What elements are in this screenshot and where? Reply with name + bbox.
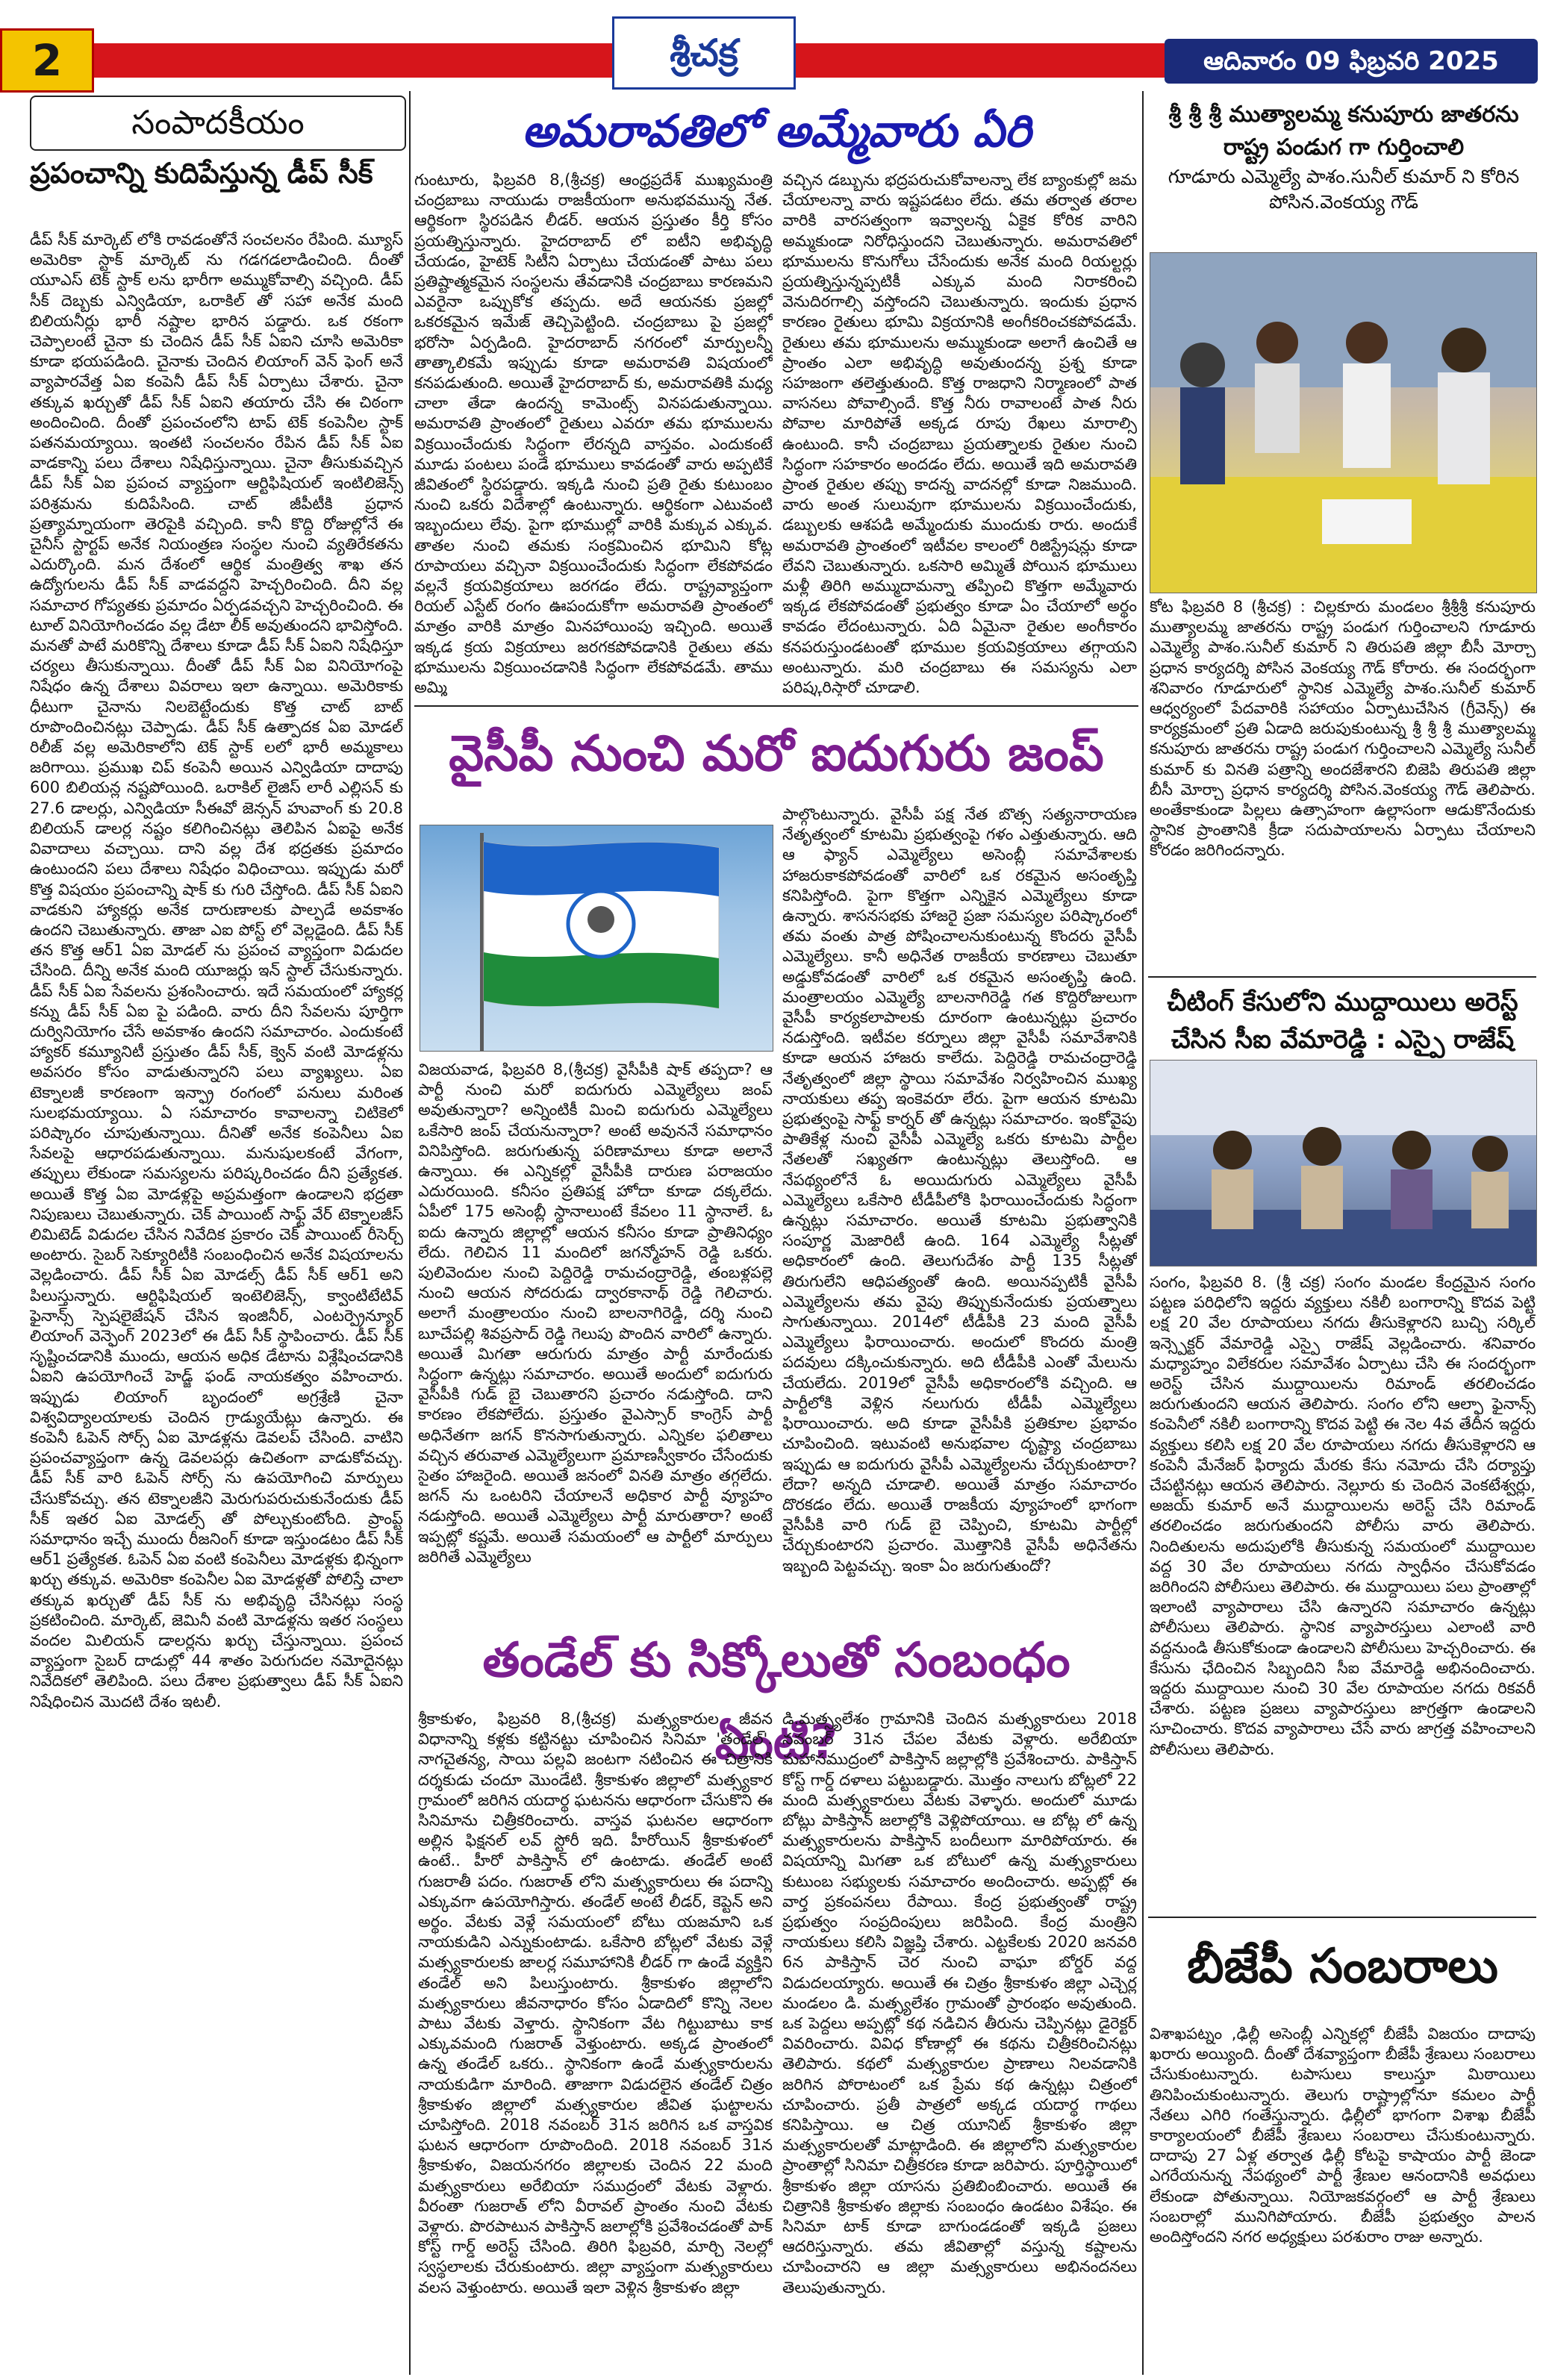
section-divider [414,705,1138,707]
section-divider [1148,976,1536,978]
ysrcp-body-left: విజయవాడ, ఫిబ్రవరి 8,(శ్రీచక్ర) వైసీపీకి షాక్ తప్పదా? ఆ పార్టీ నుంచి మరో ఐదుగురు ఎమ్మెల్యేలు జంప్ అవుతున్నారా? అన్నింటికీ మించి ఐదుగురు ఎమ్మెల్యేలు ఒకేసారి జంప్ చేయనున్నారా? అంటే అవుననే సమాధానం వినిపిస్తోంది. జరుగుతున్న పరిణామాలు కూడా అలానే ఉన్నాయి. ఈ ఎన్నికల్లో వైసీపీకి దారుణ పరాజయం ఎదురయింది. కనీసం ప్రతిపక్ష హోదా కూడా దక్కలేదు. ఏపీలో 175 అసెంబ్లీ స్థానాలుంటే కేవలం 11 స్థానాలే. ఓ ఐదు ఉన్నారు జిల్లాల్లో ఆయన కనీసం కూడా ప్రాతినిధ్యం లేదు. గెలిచిన 11 మందిలో జగన్మోహన్ రెడ్డి ఒకరు. పులివెందుల నుంచి పెద్దిరెడ్డి రామచంద్రారెడ్డి, తంబళ్లపల్లె నుంచి ఆయన సోదరుడు ద్వారకానాథ్ రెడ్డి గెలిచారు. అలాగే మంత్రాలయం నుంచి బాలనాగిరెడ్డి, దర్శి నుంచి బూచేపల్లి శివప్రసాద్ రెడ్డి గెలుపు పొందిన వారిలో ఉన్నారు. అయితే మిగతా ఆరుగురు మాత్రం పార్టీ మారేందుకు సిద్ధంగా ఉన్నట్లు సమాచారం. అయితే అందులో ఐదుగురు వైసీపీకి గుడ్ బై చెబుతారని ప్రచారం నడుస్తోంది. దాని కారణం లేకపోలేదు. ప్రస్తుతం వైఎస్సార్ కాంగ్రెస్ పార్టీ అధినేతగా జగన్ కొనసాగుతున్నారు. ఎన్నికల ఫలితాలు వచ్చిన తరువాత ఎమ్మెల్యేలుగా ప్రమాణస్వీకారం చేసేందుకు సైతం హాజరైంది. అయితే జనంలో వినతి మాత్రం తగ్గలేదు. జగన్ ను ఒంటరిని చేయాలనే అధికార పార్టీ వ్యూహం నడుస్తోంది. అయితే ఎమ్మెల్యేలు పార్టీ మారుతారా? అంటే ఇప్పట్లో కష్టమే. అయితే సమయంలో ఆ పార్టీలో మార్పులు జరిగితే ఎమ్మెల్యేలు [418,1061,773,1566]
editorial-headline: ప్రపంచాన్ని కుదిపేస్తున్న డీప్ సీక్ [30,157,373,190]
kanupuru-subhead: గూడూరు ఎమ్మెల్యే పాశం.సునీల్ కుమార్ ని కోరిన పోసిన.వెంకయ్య గౌడ్ [1168,166,1520,213]
meeting-illustration [1150,253,1536,593]
tandel-body-right: డి.మత్స్యలేశం గ్రామానికి చెందిన మత్స్యకారులు 2018 నవంబర్ 31న చేపల వేటకు వెళ్లారు. అరేబియా మహాసముద్రంలో పాకిస్తాన్ జల్లాల్లోకి ప్రవేశించారు. పాకిస్తాన్ కోస్ట్ గార్డ్ దళాలు పట్టుబడ్డారు. మొత్తం నాలుగు బోట్లలో 22 మంది మత్స్యకారులు వేటకు వెళ్ళారు. అందులో మూడు బోట్లు పాకిస్తాన్ జలాల్లోకి వెళ్లిపోయాయి. ఆ బోట్ల లో ఉన్న మత్స్యకారులను పాకిస్తాన్ బందీలుగా మారిపోయారు. ఈ విషయాన్ని మిగతా ఒక బోటులో ఉన్న మత్స్యకారులు కుటుంబ సభ్యులకు సమాచారం అందించారు. అప్పట్లో ఈ వార్త ప్రకంపనలు రేపాయి. కేంద్ర ప్రభుత్వంతో రాష్ట్ర ప్రభుత్వం సంప్రదింపులు జరిపింది. కేంద్ర మంత్రిని నాయకులు కలిసి విజ్ఞప్తి చేశారు. ఎట్టకేలకు 2020 జనవరి 6న పాకిస్తాన్ చెర నుంచి వాఘా బోర్డర్ వద్ద విడుదలయ్యారు. అయితే ఈ చిత్రం శ్రీకాకుళం జిల్లా ఎచ్చెర్ల మండలం డి. మత్స్యలేశం గ్రామంతో ప్రారంభం అవుతుంది. ఒక పెద్దలు అప్పట్లో కథ నడిచిన తీరును చెప్పినట్లు డైరెక్టర్ వివరించారు. వివిధ కోణాల్లో ఈ కథను చిత్రీకరించినట్లు తెలిపారు. కథలో మత్స్యకారుల ప్రాణాలు నిలవడానికి జరిగిన పోరాటంలో ఒక ప్రేమ కథ ఉన్నట్లు చిత్రంలో చూపించారు. ప్రతీ పాత్రలో అక్కడ యదార్థ గాథలు కనిపిస్తాయి. ఆ చిత్ర యూనిట్ శ్రీకాకుళం జిల్లా మత్స్యకారులతో మాట్లాడింది. ఈ జిల్లాలోని మత్స్యకారుల ప్రాంతాల్లో సినిమా చిత్రీకరణ కూడా జరిపారు. పూర్తిస్థాయిలో శ్రీకాకుళం జిల్లా యాసను ప్రతిబింబించారు. అయితే ఈ చిత్రానికి శ్రీకాకుళం జిల్లాకు సంబంధం ఉండటం విశేషం. ఈ సినిమా టాక్ కూడా బాగుండడంతో ఇక్కడి ప్రజలు ఆదరిస్తున్నారు. తమ జీవితాల్లో వస్తున్న కష్టాలను చూపించారని ఆ జిల్లా మత్స్యకారులు అభినందనలు తెలుపుతున్నారు. [782,1710,1137,2296]
tandel-body-left: శ్రీకాకుళం, ఫిబ్రవరి 8,(శ్రీచక్ర) మత్స్యకారుల జీవన విధానాన్ని కళ్లకు కట్టినట్టు చూపించిన సినిమా 'తండేల్'. నాగచైతన్య, సాయి పల్లవి జంటగా నటించిన ఈ చిత్రానికి దర్శకుడు చందూ మొండేటి. శ్రీకాకుళం జిల్లాలో మత్స్యకార గ్రామంలో జరిగిన యదార్థ ఘటనను ఆధారంగా చేసుకొని ఈ సినిమాను చిత్రీకరించారు. వాస్తవ ఘటనల ఆధారంగా అల్లిన ఫిక్షనల్ లవ్ స్టోరీ ఇది. హీరోయిన్ శ్రీకాకుళంలో ఉంటే.. హీరో పాకిస్తాన్ లో ఉంటాడు. తండేల్ అంటే గుజరాతీ పదం. గుజరాత్ లోని మత్స్యకారులు ఈ పదాన్ని ఎక్కువగా ఉపయోగిస్తారు. తండేల్ అంటే లీడర్, కెప్టెన్ అని అర్థం. వేటకు వెళ్లే సమయంలో బోటు యజమాని ఒక నాయకుడిని ఎన్నుకుంటాడు. ఒకేసారి బోట్లలో వేటకు వెళ్లే మత్స్యకారులకు జాలర్ల సమూహానికి లీడర్ గా ఉండే వ్యక్తిని తండేల్ అని పిలుస్తుంటారు. శ్రీకాకుళం జిల్లాలోని మత్స్యకారులు జీవనాధారం కోసం ఏడాదిలో కొన్ని నెలల పాటు వేటకు వెళ్తారు. స్థానికంగా వేట గిట్టుబాటు కాక ఎక్కువమంది గుజరాత్ వెళ్తుంటారు. అక్కడ ప్రాంతంలో ఉన్న తండేల్ ఒకరు.. స్థానికంగా ఉండే మత్స్యకారులను నాయకుడిగా మారింది. తాజాగా విడుదలైన తండేల్ చిత్రం శ్రీకాకుళం జిల్లాలో మత్స్యకారుల జీవిత ఘట్టాలను చూపిస్తోంది. 2018 నవంబర్ 31న జరిగిన ఒక వాస్తవిక ఘటన ఆధారంగా రూపొందింది. 2018 నవంబర్ 31న శ్రీకాకుళం, విజయనగరం జిల్లాలకు చెందిన 22 మంది మత్స్యకారులు అరేబియా సముద్రంలో వేటకు వెళ్లారు. వీరంతా గుజరాత్ లోని వీరావల్ ప్రాంతం నుంచి వేటకు వెళ్లారు. పొరపాటున పాకిస్తాన్ జలాల్లోకి ప్రవేశించడంతో పాక్ కోస్ట్ గార్డ్ అరెస్ట్ చేసింది. తిరిగి ఫిబ్రవరి, మార్చి నెలల్లో స్వస్థలాలకు చేరుకుంటారు. జిల్లా వ్యాప్తంగా మత్స్యకారులు వలస వెళ్తుంటారు. అయితే ఇలా వెళ్లిన శ్రీకాకుళం జిల్లా [418,1710,773,2296]
amaravati-body-right: వచ్చిన డబ్బును భద్రపరుచుకోవాలన్నా లేక బ్యాంకుల్లో జమ చేయాలన్నా వారు ఇష్టపడటం లేదు. తమ తర్వాత తరాల వారికి వారసత్వంగా ఇవ్వాలన్న ఏకైక కోరిక వారిని అమ్మకుండా నిరోధిస్తుందని చెబుతున్నారు. అమరావతిలో భూములను కొనుగోలు చేసేందుకు అనేక మంది రియల్టర్లు ప్రయత్నిస్తున్నప్పటికీ ఎక్కువ మంది నిరాకరించి వెనుదిరగాల్సి వస్తోందని చెబుతున్నారు. ఇందుకు ప్రధాన కారణం రైతులు భూమి విక్రయానికి అంగీకరించకపోవడమే. రైతులు తమ భూములను అమ్ముకుండా అలాగే ఉంచితే ఆ ప్రాంతం ఎలా అభివృద్ధి అవుతుందన్న ప్రశ్న కూడా సహజంగా తలెత్తుతుంది. కొత్త రాజధాని నిర్మాణంలో పాత వాసనలు పోవాల్సిందే. కొత్త నీరు రావాలంటే పాత నీరు పోవాల మారిపోతే అక్కడ రూపు రేఖలు మారాల్సి ఉంటుంది. కానీ చంద్రబాబు ప్రయత్నాలకు రైతుల నుంచి సిద్ధంగా సహకారం అందడం లేదు. అయితే ఇది అమరావతి ప్రాంత రైతుల తప్పు కాదన్న వాదనల్లో కూడా నిజముంది. వారు అంత సులువుగా భూములను విక్రయించేందుకు, డబ్బులకు ఆశపడి అమ్మేందుకు ముందుకు రారు. అందుకే అమరావతి ప్రాంతంలో ఇటీవల కాలంలో రిజిస్ట్రేషన్లు కూడా లేవని చెబుతున్నారు. ఒకసారి అమ్మితే పోయిన భూములు మళ్లీ తిరిగి అమ్ముదామన్నా తప్పించి కొత్తగా అమ్మేవారు ఇక్కడ లేకపోవడంతో ప్రభుత్వం కూడా ఏం చేయాలో అర్థం కావడం లేదంటున్నారు. ఏది ఏమైనా రైతుల అంగీకారం కనపరుస్తుండటంతో భూముల క్రయవిక్రయాలు తగ్గాయని అంటున్నారు. మరి చంద్రబాబు ఈ సమస్యను ఎలా పరిష్కరిస్తారో చూడాలి. [782,171,1137,696]
tandel-headline: తండేల్ కు సిక్కోలుతో సంబంధం ఏంటి? [418,1620,1135,1702]
bjp-headline: బీజేపీ సంబరాలు [1187,1939,1498,1994]
amaravati-headline: అమరావతిలో అమ్మేవారు ఏరి [522,105,1031,157]
page-number: 2 [0,28,94,93]
editorial-label: సంపాదకీయం [30,96,406,151]
amaravati-body-left: గుంటూరు, ఫిబ్రవరి 8,(శ్రీచక్ర) ఆంధ్రప్రదేశ్ ముఖ్యమంత్రి చంద్రబాబు నాయుడు రాజకీయంగా అనుభవమున్న నేత. ఆర్థికంగా స్థిరపడిన లీడర్. ఆయన ప్రస్తుతం కీర్తి కోసం ప్రయత్నిస్తున్నారు. హైదరాబాద్ లో ఐటీని అభివృద్ధి చేయడం, హైటెక్ సిటీని ఏర్పాటు చేయడంతో పాటు పలు ప్రతిష్టాత్మకమైన సంస్థలను తేవడానికి చంద్రబాబు కారణమని ఎవరైనా ఒప్పుకోక తప్పదు. అదే ఆయనకు ప్రజల్లో ఒకరకమైన ఇమేజ్ తెచ్చిపెట్టింది. చంద్రబాబు పై ప్రజల్లో భరోసా ఏర్పడింది. హైదరాబాద్ నగరంలో మార్పులన్నీ తాత్కాలికమే ఇప్పుడు కూడా అమరావతి విషయంలో కనపడుతుంది. అయితే హైదరాబాద్ కు, అమరావతికి మధ్య చాలా తేడా ఉందన్న కామెంట్స్ వినపడుతున్నాయి. అమరావతి ప్రాంతంలో రైతులు ఎవరూ తమ భూములను విక్రయించేందుకు సిద్ధంగా లేరన్నది వాస్తవం. ఎందుకంటే మూడు పంటలు పండే భూములు కావడంతో వారు అప్పటికే జీవితంలో స్థిరపడ్డారు. ఇక్కడి నుంచి ప్రతి రైతు కుటుంబం నుంచి ఒకరు విదేశాల్లో ఉంటున్నారు. ఆర్థికంగా ఎటువంటి ఇబ్బందులు లేవు. పైగా భూముల్లో వారికి మక్కువ ఎక్కువ. తాతల నుంచి తమకు సంక్రమించిన భూమిని కోట్ల రూపాయలు వచ్చినా విక్రయించేందుకు సిద్ధంగా లేకపోవడం వల్లనే క్రయవిక్రయాలు జరగడం లేదు. రాష్ట్రవ్యాప్తంగా రియల్ ఎస్టేట్ రంగం ఊపందుకోగా అమరావతి ప్రాంతంలో మాత్రం వారికి మాత్రం మినహాయింపు ఇచ్చింది. అయితే ఇక్కడ క్రయ విక్రయాలు జరగకపోవడానికి రైతులు తమ భూములను విక్రయించడానికి సిద్ధంగా లేకపోవడమే. తాము అమ్మి [414,171,773,696]
column-divider [1142,91,1144,2375]
kanupuru-headline: శ్రీ శ్రీ శ్రీ ముత్యాలమ్మ కనుపూరు జాతరను రాష్ట్ర పండుగ గా గుర్తించాలి [1168,101,1519,160]
page-header [0,0,1543,88]
editorial-body: డీప్ సీక్ మార్కెట్ లోకి రావడంతోనే సంచలనం రేపింది. మ్యూస్ అమెరికా స్టాక్ మార్కెట్ ను గడగడలాడించింది. దీంతో యూఎస్ టెక్ స్టాక్ లను భారీగా అమ్ముకోవాల్సి వచ్చింది. డీప్ సీక్ దెబ్బకు ఎన్విడియా, ఒరాకిల్ తో సహా అనేక మంది బిలియనీర్లు భారీ నష్టాల భారిన పడ్డారు. ఒక రకంగా చెప్పాలంటే చైనా కు చెందిన డీప్ సీక్ ఏఐని చూసి అమెరికా కూడా భయపడింది. చైనాకు చెందిన లియాంగ్ వెన్ ఫెంగ్ అనే వ్యాపారవేత్త ఏఐ కంపెనీ డీప్ సీక్ ఏర్పాటు చేశారు. చైనా తక్కువ ఖర్చుతో డీప్ సీక్ ఏఐని తయారు చేసి ఈ చిఠంగా అందించింది. దీంతో ప్రపంచంలోని టాప్ టెక్ కంపెనీల స్టాక్ పతనమయ్యాయి. ఇంతటి సంచలనం రేపిన డీప్ సీక్ ఏఐ వాడకాన్ని పలు దేశాలు నిషేధిస్తున్నాయి. చైనా తీసుకువచ్చిన డీప్ సీక్ ఏఐ ప్రపంచ వ్యాప్తంగా ఆర్టిఫిషియల్ ఇంటిలిజెన్స్ పరిశ్రమను కుదిపేసింది. చాట్ జీపీటీకి ప్రధాన ప్రత్యామ్నాయంగా తెరపైకి వచ్చింది. కానీ కొద్ది రోజుల్లోనే ఈ చైనీస్ స్టార్టప్ అనేక నియంత్రణ సంస్థల నుంచి వ్యతిరేకతను ఎదుర్కొంది. మన దేశంలో ఆర్థిక మంత్రిత్వ శాఖ తన ఉద్యోగులను డీప్ సీక్ వాడవద్దని హెచ్చరించింది. దీని వల్ల సమాచార గోప్యతకు ప్రమాదం ఏర్పడవచ్చని హెచ్చరించింది. ఈ టూల్ వినియోగించడం వల్ల డేటా లీక్ అవుతుందని భావిస్తోంది. మనతో పాటే మరికొన్ని దేశాలు కూడా డీప్ సీక్ ఏఐని నిషేధిస్తూ చర్యలు తీసుకున్నాయి. దీంతో డీప్ సీక్ ఏఐ వినియోగంపై నిషేధం ఉన్న దేశాలు వివరాలు ఇలా ఉన్నాయి. అమెరికాకు ధీటుగా చైనాను నిలబెట్టేందుకు కొత్త చాట్ బాట్ రూపొందించినట్లు చెప్పాడు. డీప్ సీక్ ఉత్పాదక ఏఐ మోడల్ రిలీజ్ వల్ల అమెరికాలోని టెక్ స్టాక్ లలో భారీ అమ్మకాలు జరిగాయి. ప్రముఖ చిప్ కంపెనీ అయిన ఎన్విడియా దాదాపు 600 బిలియన్ల నష్టపోయింది. ఒరాకిల్ లైజిస్ లారీ ఎల్లిసన్ కు 27.6 డాలర్లు, ఎన్విడియా సీఈవో జెన్సన్ హువాంగ్ కు 20.8 బిలియన్ డాలర్ల నష్టం కలిగించినట్లు తెలిపిన ఏఐపై అనేక వివాదాలు వచ్చాయి. దాని వల్ల దేశ భద్రతకు ప్రమాదం ఉంటుందని పలు దేశాలు నిషేధం విధించాయి. ఇప్పుడు మరో కొత్త విషయం ప్రపంచాన్ని షాక్ కు గురి చేస్తోంది. డీప్ సీక్ ఏఐని వాడకుని హ్యాకర్లు అనేక దారుణాలకు పాల్పడే అవకాశం ఉందని చెబుతున్నారు. తాజా ఎఐ పోస్ట్ లో వెల్లడైంది. డీప్ సీక్ తన కొత్త ఆర్1 ఏఐ మోడల్ ను ప్రపంచ వ్యాప్తంగా విడుదల చేసింది. దీన్ని అనేక మంది యూజర్లు ఇన్ స్టాల్ చేసుకున్నారు. డీప్ సీక్ ఏఐ సేవలను ప్రశంసించారు. ఇదే సమయంలో హ్యాకర్ల కన్ను డీప్ సీక్ ఏఐ పై పడింది. వారు దీని సేవలను పూర్తిగా దుర్వినియోగం చేసే అవకాశం ఉందని సమాచారం. ఎందుకంటే హ్యాకర్ కమ్యూనిటీ ప్రస్తుతం డీప్ సీక్, క్వెన్ వంటి మోడళ్లను అవసరం కోసం వాడుతున్నారని పలు వ్యాఖ్యలు. ఏఐ టెక్నాలజీ కారణంగా ఇన్ఫ్రా రంగంలో పనులు మరింత సులభమయ్యాయి. ఏ సమాచారం కావాలన్నా చిటికెలో పరిష్కారం చూపుతున్నాయి. దీనితో అనేక కంపెనీలు ఏఐ సేవలపై ఆధారపడుతున్నాయి. మనుషులకంటే వేగంగా, తప్పులు లేకుండా సమస్యలను పరిష్కరించడం దీని ప్రత్యేకత. అయితే కొత్త ఏఐ మోడళ్లపై అప్రమత్తంగా ఉండాలని భద్రతా నిపుణులు చెబుతున్నారు. చెక్ పాయింట్ సాఫ్ట్ వేర్ టెక్నాలజీస్ లిమిటెడ్ విడుదల చేసిన నివేదిక ప్రకారం చెక్ పాయింట్ రీసెర్చ్ అంటారు. సైబర్ సెక్యూరిటీకి సంబంధించిన అనేక విషయాలను వెల్లడించారు. డీప్ సీక్ ఏఐ మోడల్స్ డీప్ సీక్ ఆర్1 అని పిలుస్తున్నారు. ఆర్టిఫిషియల్ ఇంటెలిజెన్స్, క్వాంటిటేటివ్ ఫైనాన్స్ స్పెషలైజేషన్ చేసిన ఇంజినీర్, ఎంటర్ప్రెన్యూర్ లియాంగ్ వెన్ఫెంగ్ 2023లో ఈ డీప్ సీక్ స్థాపించారు. డీప్ సీక్ సృష్టించడానికి ముందు, ఆయన అధిక డేటాను విశ్లేషించడానికి ఏఐని ఉపయోగించే హెడ్జ్ ఫండ్ నాయకత్వం వహించారు. ఇప్పుడు లియాంగ్ బృందంలో అగ్రశ్రేణి చైనా విశ్వవిద్యాలయాలకు చెందిన గ్రాడ్యుయేట్లు ఉన్నారు. ఈ కంపెనీ ఓపెన్ సోర్స్ ఏఐ మోడళ్లను డెవలప్ చేసింది. వాటిని ప్రపంచవ్యాప్తంగా ఉన్న డెవలపర్లు ఉచితంగా వాడుకోవచ్చు. డీప్ సీక్ వారి ఓపెన్ సోర్స్ ను ఉపయోగించి మార్పులు చేసుకోవచ్చు. తన టెక్నాలజీని మెరుగుపరుచుకునేందుకు డీప్ సీక్ ఇతర ఏఐ మోడల్స్ తో పోల్చుకుంటోంది. ప్రాంప్ట్ సమాధానం ఇచ్చే ముందు రీజనింగ్ కూడా ఇస్తుండటం డీప్ సీక్ ఆర్1 ప్రత్యేకత. ఓపెన్ ఏఐ వంటి కంపెనీలు మోడళ్లకు భిన్నంగా ఖర్చు తక్కువ. అమెరికా కంపెనీల ఏఐ మోడళ్లతో పోలిస్తే చాలా తక్కువ ఖర్చుతో డీప్ సీక్ ను అభివృద్ధి చేసినట్లు సంస్థ ప్రకటించింది. మార్కెట్, జెమినీ వంటి మోడళ్లను ఇతర సంస్థలు వందల మిలియన్ డాలర్లను ఖర్చు చేస్తున్నాయి. ప్రపంచ వ్యాప్తంగా సైబర్ దాడుల్లో 44 శాతం పెరుగుదల నమోదైనట్లు నివేదికలో తెలిపింది. పలు దేశాల ప్రభుత్వాలు డీప్ సీక్ ఏఐని నిషేధించిన మొదటి దేశం ఇటలీ. [30,231,403,1711]
arrest-photo [1150,1060,1537,1266]
cheating-case-body: సంగం, ఫిబ్రవరి 8. (శ్రీ చక్ర) సంగం మండల కేంద్రమైన సంగం పట్టణ పరిధిలోని ఇద్దరు వ్యక్తులు నకిలీ బంగారాన్ని కొదవ పెట్టి లక్ష 20 వేల రూపాయలు నగదు తీసుకెళ్లారని బుచ్చి సర్కిల్ ఇన్స్పెక్టర్ వేమారెడ్డి ఎస్పై రాజేష్ వెల్లడించారు. శనివారం మధ్యాహ్నం విలేకరుల సమావేశం ఏర్పాటు చేసి ఈ సందర్భంగా అరెస్ట్ చేసిన ముద్దాయిలను రిమాండ్ తరలించడం జరుగుతుందని ఆయన తెలిపారు. సంగం లోని ఆల్ఫా ఫైనాన్స్ కంపెనీలో నకిలీ బంగారాన్ని కొదవ పెట్టి ఈ నెల 4వ తేదీన ఇద్దరు వ్యక్తులు కలిసి లక్ష 20 వేల రూపాయలు నగదు తీసుకెళ్లారని ఆ కంపెనీ మేనేజర్ ఫిర్యాదు మేరకు కేసు నమోదు చేసి దర్యాప్తు చేపట్టినట్లు ఆయన తెలిపారు. నెల్లూరు కు చెందిన వెంకటేశ్వర్లు, అజయ్ కుమార్ అనే ముద్దాయిలను అరెస్ట్ చేసి రిమాండ్ తరలించడం జరుగుతుందని పోలీసు వారు తెలిపారు. నిందితులను అదుపులోకి తీసుకున్న సమయంలో ముద్దాయిల వద్ద 30 వేల రూపాయలు నగదు స్వాధీనం చేసుకోవడం జరిగిందని పోలీసులు తెలిపారు. ఈ ముద్దాయిలు పలు ప్రాంతాల్లో ఇలాంటి వ్యాపారాలు చేసి ఉన్నారని సమాచారం ఉన్నట్లు పోలీసులు తెలిపారు. స్థానిక వ్యాపారస్తులు ఎలాంటి వారి వద్దనుండి తీసుకోకుండా ఉండాలని పోలీసులు హెచ్చరించారు. ఈ కేసును ఛేదించిన సిబ్బందిని సీఐ వేమారెడ్డి అభినందించారు. ఇద్దరు ముద్దాయిల నుంచి 30 వేల రూపాయల నగదు రికవరీ చేశారు. పట్టణ ప్రజలు వ్యాపారస్తులు జాగ్రత్తగా ఉండాలని సూచించారు. కొదవ వ్యాపారాలు చేసే వారు జాగ్రత్త వహించాలని పోలీసులు తెలిపారు. [1150,1273,1536,1758]
bjp-body: విశాఖపట్నం ,ఢిల్లీ అసెంబ్లీ ఎన్నికల్లో బీజేపీ విజయం దాదాపు ఖరారు అయ్యింది. దీంతో దేశవ్యాప్తంగా బీజేపీ శ్రేణులు సంబరాలు చేసుకుంటున్నారు. టపాసులు కాలుస్తూ మిఠాయిలు తినిపించుకుంటున్నారు. తెలుగు రాష్ట్రాల్లోనూ కమలం పార్టీ నేతలు ఎగిరి గంతేస్తున్నారు. ఢిల్లీలో భాగంగా విశాఖ బీజేపీ కార్యాలయంలో బీజేపీ శ్రేణులు సంబరాలు చేసుకుంటున్నారు. దాదాపు 27 ఏళ్ల తర్వాత ఢిల్లీ కోటపై కాషాయం పార్టీ జెండా ఎగరేయనున్న నేపథ్యంలో పార్టీ శ్రేణుల ఆనందానికి అవధులు లేకుండా పోతున్నాయి. నియోజకవర్గంలో ఆ పార్టీ శ్రేణులు సంబరాల్లో మునిగిపోయారు. బీజేపీ ప్రభుత్వం పాలన అందిస్తోందని నగర అధ్యక్షులు పరశురాం రాజు అన్నారు. [1150,2025,1536,2246]
newspaper-logo: శ్రీచక్ర [612,16,796,90]
ysrcp-body-right: పాల్గొంటున్నారు. వైసీపీ పక్ష నేత బొత్స సత్యనారాయణ నేతృత్వంలో కూటమి ప్రభుత్వంపై గళం ఎత్తుతున్నారు. ఆది ఆ ఫ్యాన్ ఎమ్మెల్యేలు అసెంబ్లీ సమావేశాలకు హాజరుకాకపోవడంతో వారిలో ఒక రకమైన అసంతృప్తి కనిపిస్తోంది. పైగా కొత్తగా ఎన్నికైన ఎమ్మెల్యేలు కూడా ఉన్నారు. శాసనసభకు హాజరై ప్రజా సమస్యల పరిష్కారంలో తమ వంతు పాత్ర పోషించాలనుకుంటున్న కొందరు వైసీపీ ఎమ్మెల్యేలు. కానీ అధినేత రాజకీయ కారణాలు చెబుతూ అడ్డుకోవడంతో వారిలో ఒక రకమైన అసంతృప్తి ఉంది. మంత్రాలయం ఎమ్మెల్యే బాలనాగిరెడ్డి గత కొద్దిరోజులుగా వైసీపీ కార్యకలాపాలకు దూరంగా ఉంటున్నట్లు ప్రచారం నడుస్తోంది. ఇటీవల కర్నూలు జిల్లా వైసీపీ సమావేశానికి కూడా ఆయన హాజరు కాలేదు. పెద్దిరెడ్డి రామచంద్రారెడ్డి నేతృత్వంలో జిల్లా స్థాయి సమావేశం నిర్వహించిన ముఖ్య నాయకులు తప్ప ఇంకెవరూ లేరు. పైగా ఆయన కూటమి ప్రభుత్వంపై సాఫ్ట్ కార్నర్ తో ఉన్నట్లు సమాచారం. ఇంకోవైపు పాతికేళ్ల నుంచి వైసీపీ ఎమ్మెల్యే ఒకరు కూటమి పార్టీల నేతలతో సఖ్యతగా ఉంటున్నట్లు తెలుస్తోంది. ఆ నేపథ్యంలోనే ఓ అయిదుగురు ఎమ్మెల్యేలు వైసీపీ ఎమ్మెల్యేలు ఒకేసారి టీడీపీలోకి ఫిరాయించేందుకు సిద్ధంగా ఉన్నట్లు సమాచారం. అయితే కూటమి ప్రభుత్వానికి సంపూర్ణ మెజారిటీ ఉంది. 164 ఎమ్మెల్యే సీట్లతో అధికారంలో ఉంది. తెలుగుదేశం పార్టీ 135 సీట్లతో తిరుగులేని ఆధిపత్యంతో ఉంది. అయినప్పటికీ వైసీపీ ఎమ్మెల్యేలను తమ వైపు తిప్పుకునేందుకు ప్రయత్నాలు సాగుతున్నాయి. 2014లో టీడీపీకి 23 మంది వైసీపీ ఎమ్మెల్యేలు ఫిరాయించారు. అందులో కొందరు మంత్రి పదవులు దక్కించుకున్నారు. అది టీడీపీకి ఎంతో మేలును చేయలేదు. 2019లో వైసీపీ అధికారంలోకి వచ్చింది. ఆ పార్టీలోకి వెళ్లిన నలుగురు టీడీపీ ఎమ్మెల్యేలు ఫిరాయించారు. అది కూడా వైసీపీకి ప్రతికూల ప్రభావం చూపించింది. ఇటువంటి అనుభవాల దృష్ట్యా చంద్రబాబు ఇప్పుడు ఆ ఐదుగురు వైసీపీ ఎమ్మెల్యేలను చేర్చుకుంటారా? లేదా? అన్నది చూడాలి. అయితే మాత్రం సమాచారం దొరకడం లేదు. అయితే రాజకీయ వ్యూహంలో భాగంగా వైసీపీకి వారి గుడ్ బై చెప్పించి, కూటమి పార్టీల్లో చేర్చుకుంటారని ప్రచారం. మొత్తానికి వైసీపీ అధినేతను ఇబ్బంది పెట్టవచ్చు. ఇంకా ఏం జరుగుతుందో? [782,805,1137,1575]
kanupuru-body: కోట ఫిబ్రవరి 8 (శ్రీచక్ర) : చిల్లకూరు మండలం శ్రీశ్రీశ్రీ కనుపూరు ముత్యాలమ్మ జాతరను రాష్ట్ర పండుగ గుర్తించాలని గూడూరు ఎమ్మెల్యే పాశం.సునీల్ కుమార్ ని తిరుపతి జిల్లా బీసీ మోర్చా ప్రధాన కార్యదర్శి పోసిన వెంకయ్య గౌడ్ కోరారు. ఈ సందర్భంగా శనివారం గూడూరులో స్థానిక ఎమ్మెల్యే పాశం.సునీల్ కుమార్ ఆధ్వర్యంలో పేదవారికి సహాయం ఏర్పాటుచేసిన (గ్రీవెన్స్) ఈ కార్యక్రమంలో ప్రతి ఏడాది జరుపుకుంటున్న శ్రీ శ్రీ శ్రీ ముత్యాలమ్మ కనుపూరు జాతరను రాష్ట్ర పండుగ గుర్తించాలని ఎమ్మెల్యే సునీల్ కుమార్ కు వినతి పత్రాన్ని అందజేశారని బిజెపి తిరుపతి జిల్లా బీసీ మోర్చా ప్రధాన కార్యదర్శి పోసిన.వెంకయ్య గౌడ్ తెలిపారు. అంతేకాకుండా పిల్లలు ఉత్సాహంగా ఉల్లాసంగా ఆడుకొనేందుకు స్థానిక ప్రాంతానికి క్రీడా సదుపాయాలను ఏర్పాటు చేయాలని కోరడం జరిగిందన్నారు. [1150,598,1536,860]
column-divider [409,91,411,2375]
issue-date: ఆదివారం 09 ఫిబ్రవరి 2025 [1165,39,1538,84]
press-meet-illustration [1150,1061,1536,1266]
meeting-photo [1150,252,1537,593]
flag-illustration [420,825,773,1051]
ysrcp-headline: వైసీపీ నుంచి మరో ఐదుగురు జంప్ [449,725,1104,782]
ysrcp-flag-photo [420,825,773,1052]
cheating-case-headline: చీటింగ్ కేసులోని ముద్దాయిలు అరెస్ట్ చేసిన సీఐ వేమారెడ్డి : ఎస్పై రాజేష్ [1167,987,1518,1055]
